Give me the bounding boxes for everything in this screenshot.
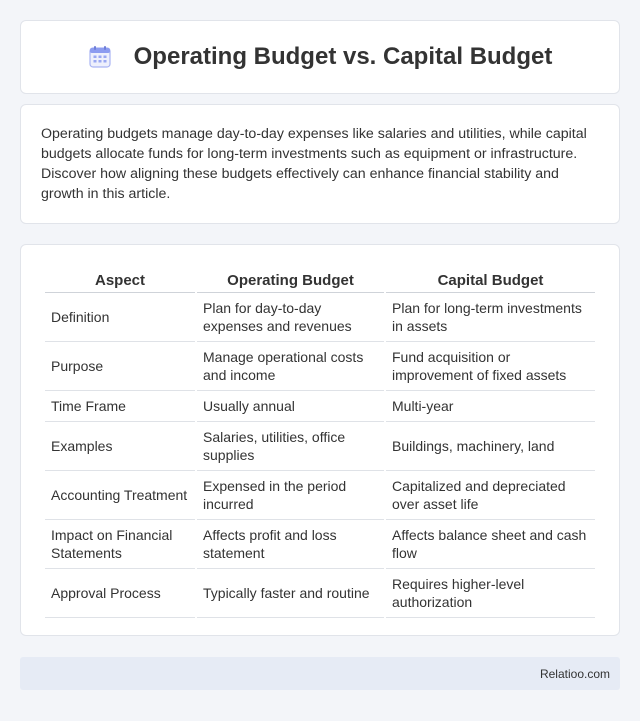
footer-brand[interactable]: Relatioo.com xyxy=(539,667,610,681)
table-row xyxy=(45,569,595,618)
table-cell: Accounting Treatment xyxy=(45,471,195,520)
table-cell: Capitalized and depreciated over asset life xyxy=(386,471,595,520)
column-header-aspect: Aspect xyxy=(45,263,195,293)
comparison-table-card xyxy=(20,244,620,636)
table-row xyxy=(45,391,595,422)
table-cell: Multi-year xyxy=(386,391,595,422)
table-cell: Requires higher-level authorization xyxy=(386,569,595,618)
table-cell: Manage operational costs and income xyxy=(197,342,384,391)
column-header-operating: Operating Budget xyxy=(197,263,384,293)
footer xyxy=(20,657,620,690)
table-cell: Plan for long-term investments in assets xyxy=(386,293,595,342)
page-title: Operating Budget vs. Capital Budget xyxy=(133,43,553,70)
table-cell: Expensed in the period incurred xyxy=(197,471,384,520)
header-card xyxy=(20,20,620,94)
column-header-capital: Capital Budget xyxy=(386,263,595,293)
table-row xyxy=(45,293,595,342)
table-header-row xyxy=(45,263,595,293)
table-cell: Usually annual xyxy=(197,391,384,422)
table-cell: Salaries, utilities, office supplies xyxy=(197,422,384,471)
table-cell: Definition xyxy=(45,293,195,342)
intro-text: Operating budgets manage day-to-day expenses like salaries and utilities, while capital budgets allocate funds for long-term investments such as equipment or infrastructure. Discover how aligning these budgets effectively can enhance financial stability and growth in this article. xyxy=(41,126,587,202)
table-cell: Impact on Financial Statements xyxy=(45,520,195,569)
table-cell: Buildings, machinery, land xyxy=(386,422,595,471)
comparison-table xyxy=(43,263,597,618)
table-cell: Affects balance sheet and cash flow xyxy=(386,520,595,569)
table-cell: Affects profit and loss statement xyxy=(197,520,384,569)
table-row xyxy=(45,471,595,520)
intro-card xyxy=(20,104,620,224)
table-row xyxy=(45,422,595,471)
table-row xyxy=(45,342,595,391)
table-cell: Purpose xyxy=(45,342,195,391)
table-cell: Approval Process xyxy=(45,569,195,618)
table-cell: Fund acquisition or improvement of fixed assets xyxy=(386,342,595,391)
table-row xyxy=(45,520,595,569)
table-cell: Time Frame xyxy=(45,391,195,422)
calendar-icon xyxy=(88,45,112,69)
table-cell: Typically faster and routine xyxy=(197,569,384,618)
table-cell: Examples xyxy=(45,422,195,471)
table-cell: Plan for day-to-day expenses and revenues xyxy=(197,293,384,342)
